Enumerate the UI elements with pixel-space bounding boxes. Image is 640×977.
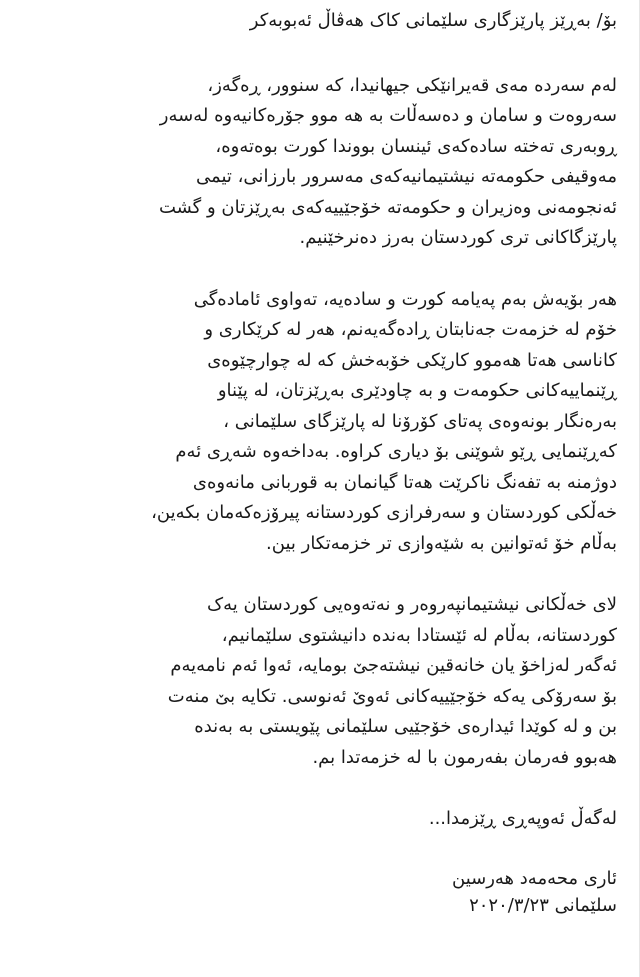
signature-name: ئاری محەمەد هەرسین — [452, 867, 617, 889]
letter-closing: لەگەڵ ئەوپەڕی ڕێزمدا... — [428, 808, 617, 829]
paragraph-1: لەم سەردە مەی قەیرانێکی جیهانیدا، کە سنوور، ڕەگەز، سەروەت و سامان و دەسەڵات بە هە موو جۆرەکانیەوە لەسەر ڕوبەری تەختە سادەکەی ئینسان بووندا کورت بوەتەوە، مەوقیفی حکومەتە نیشتیمانیەکەی مەسرور بارزانی، تیمی ئەنجومەنی وەزیران و حکومەتە خۆجێییەکەی بەڕێزتان و گشت پارێزگاکانی تری کوردستان بەرز دەنرخێنیم. — [158, 74, 617, 248]
letter-greeting: بۆ/ بەڕێز پارێزگاری سلێمانی کاک هەڤاڵ ئەبوبەکر — [249, 10, 617, 31]
paragraph-2: هەر بۆیەش بەم پەیامە کورت و سادەیە، تەواوی ئامادەگی خۆم لە خزمەت جەنابتان ڕادەگەیەنم، هەر لە کرێکاری و کاناسی هەتا هەموو کارێکی خۆبەخش کە لە چوارچێوەی ڕێنماییەکانی حکومەت و بە چاودێری بەڕێزتان، لە پێناو بەرەنگار بونەوەی پەتای کۆرۆنا لە پارێزگای سلێمانی ، کەڕێنمایی ڕێو شوێنی بۆ دیاری کراوە. بەداخەوە شەڕی ئەم دوژمنە بە تفەنگ ناکرێت هەتا گیانمان بە قوربانی مانەوەی خەڵکی کوردستان و سەرفرازی کوردستانە پیرۆزەکەمان بکەین، بەڵام خۆ ئەتوانین بە شێەوازی تر خزمەتکار بین. — [151, 288, 617, 554]
letter-body — [14, 6, 617, 919]
paragraph-3: لای خەڵکانی نیشتیمانپەروەر و نەتەوەیی کوردستان یەک کوردستانە، بەڵام لە ئێستادا بەندە دانیشتوی سلێمانیم، ئەگەر لەزاخۆ یان خانەقین نیشتەجێ بومایە، ئەوا ئەم نامەیەم بۆ سەرۆکی یەکە خۆجێییەکانی ئەوێ ئەنوسی. تکایە بێ منەت بن و لە کوێدا ئیدارەی خۆجێیی سلێمانی پێویستی بە بەندە هەبوو فەرمان بفەرمون با لە خزمەتدا بم. — [167, 594, 617, 768]
signature-place-date: سلێمانی ٢٠٢٠/٣/٢٣ — [469, 894, 617, 916]
